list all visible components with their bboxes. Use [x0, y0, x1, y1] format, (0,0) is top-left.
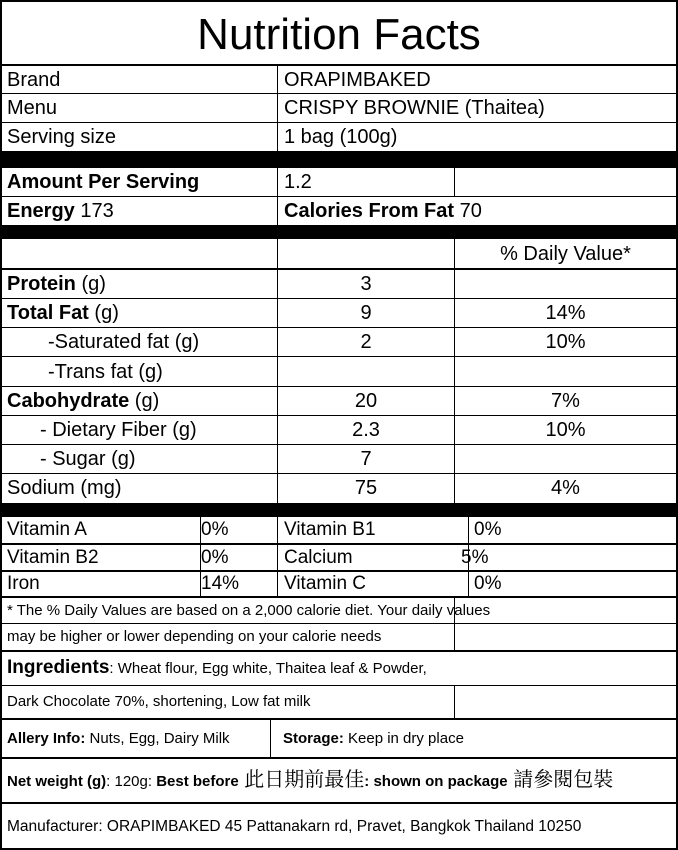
- thick-divider: [2, 225, 676, 239]
- calories-from-fat-value: 70: [459, 200, 482, 222]
- column-divider: [277, 168, 278, 225]
- amount-per-serving-value: 1.2: [284, 171, 312, 193]
- brand-value: ORAPIMBAKED: [284, 69, 431, 91]
- vitamin-name: Vitamin A: [7, 519, 87, 540]
- ingredients-label: Ingredients: [7, 657, 110, 678]
- menu-label: Menu: [7, 97, 58, 119]
- nutrient-daily-value: 10%: [545, 419, 586, 441]
- vitamin-value: 0%: [201, 519, 229, 540]
- nutrient-daily-value: 4%: [551, 477, 580, 499]
- manufacturer-line: Manufacturer: ORAPIMBAKED 45 Pattanakarn rd, Pravet, Bangkok Thailand 10250: [7, 818, 582, 835]
- serving-size-value: 1 bag (100g): [284, 126, 398, 148]
- footnote-line: * The % Daily Values are based on a 2,000 calorie diet. Your daily values: [7, 602, 491, 619]
- nutrient-unit: (g): [88, 302, 119, 324]
- nutrient-daily-value: 7%: [551, 390, 580, 412]
- daily-value-header: % Daily Value*: [500, 243, 631, 265]
- nutrient-amount: 3: [360, 273, 372, 295]
- storage-label: Storage:: [283, 730, 344, 747]
- nutrient-unit: -Saturated fat (g): [48, 331, 200, 353]
- energy-row: [7, 197, 114, 225]
- vitamin-name: Vitamin C: [284, 573, 367, 594]
- divider: [2, 650, 676, 652]
- nutrient-unit: (g): [75, 273, 106, 295]
- column-divider: [270, 720, 271, 757]
- best-before-value: 此日期前最佳: [238, 769, 365, 791]
- nutrient-name: Protein: [7, 273, 76, 295]
- divider: [2, 685, 676, 686]
- vitamin-value: 0%: [474, 519, 502, 540]
- amount-per-serving-label: Amount Per Serving: [7, 171, 200, 193]
- divider: [2, 623, 676, 624]
- storage-value: Keep in dry place: [343, 730, 464, 747]
- allergy-value: Nuts, Egg, Dairy Milk: [85, 730, 230, 747]
- storage-info: [283, 728, 464, 750]
- column-divider: [277, 517, 278, 596]
- thick-divider: [2, 151, 676, 168]
- nutrient-unit: -Trans fat (g): [48, 361, 163, 383]
- divider: [2, 757, 676, 759]
- page-title: Nutrition Facts: [197, 10, 481, 59]
- ingredients-text: : Wheat flour, Egg white, Thaitea leaf & Powder,: [109, 660, 427, 677]
- net-weight-line: [7, 766, 613, 796]
- nutrient-amount: 20: [354, 390, 378, 412]
- nutrient-daily-value: 10%: [545, 331, 586, 353]
- vitamin-name: Vitamin B1: [284, 519, 376, 540]
- energy-label: Energy: [7, 200, 75, 222]
- vitamin-value: 0%: [474, 573, 502, 594]
- best-before-label: Best before: [156, 773, 239, 790]
- nutrient-name: Total Fat: [7, 302, 89, 324]
- vitamin-name: Calcium: [284, 547, 353, 568]
- nutrient-amount: 75: [354, 477, 378, 499]
- divider: [2, 718, 676, 720]
- divider: [2, 802, 676, 804]
- calories-from-fat-label: Calories From Fat: [284, 200, 455, 222]
- nutrient-amount: 2.3: [352, 419, 380, 441]
- nutrient-unit: (g): [129, 390, 160, 412]
- column-divider: [454, 168, 455, 196]
- nutrient-unit: Sodium (mg): [7, 477, 122, 499]
- nutrient-amount: 9: [360, 302, 372, 324]
- vitamin-name: Vitamin B2: [7, 547, 99, 568]
- column-divider: [454, 239, 455, 503]
- shown-on-package-label: : shown on package: [364, 773, 508, 790]
- shown-on-package-value: 請參閱包裝: [507, 769, 614, 791]
- nutrient-amount: 7: [360, 448, 372, 470]
- energy-value: 173: [80, 200, 114, 222]
- column-divider: [277, 66, 278, 151]
- calories-from-fat-row: [284, 197, 482, 225]
- nutrient-name: Cabohydrate: [7, 390, 130, 412]
- footnote-line: may be higher or lower depending on your calorie needs: [7, 628, 382, 645]
- vitamin-value: 0%: [201, 547, 229, 568]
- vitamin-name: Iron: [7, 573, 40, 594]
- menu-value: CRISPY BROWNIE (Thaitea): [284, 97, 545, 119]
- column-divider: [454, 685, 455, 718]
- allergy-info: [7, 728, 230, 750]
- net-weight-label: Net weight (g): [7, 773, 107, 790]
- nutrient-unit: - Sugar (g): [40, 448, 136, 470]
- vitamin-value: 14%: [201, 573, 240, 594]
- net-weight-value: : 120g:: [106, 773, 157, 790]
- nutrient-daily-value: 14%: [545, 302, 586, 324]
- ingredients-line: Dark Chocolate 70%, shortening, Low fat milk: [7, 693, 311, 710]
- nutrient-unit: - Dietary Fiber (g): [40, 419, 197, 441]
- nutrient-amount: 2: [360, 331, 372, 353]
- serving-size-label: Serving size: [7, 126, 116, 148]
- thick-divider: [2, 503, 676, 517]
- brand-label: Brand: [7, 69, 61, 91]
- divider: [2, 356, 676, 357]
- vitamin-value: 5%: [461, 547, 489, 568]
- allergy-label: Allery Info:: [7, 730, 86, 747]
- ingredients-line: [7, 654, 427, 683]
